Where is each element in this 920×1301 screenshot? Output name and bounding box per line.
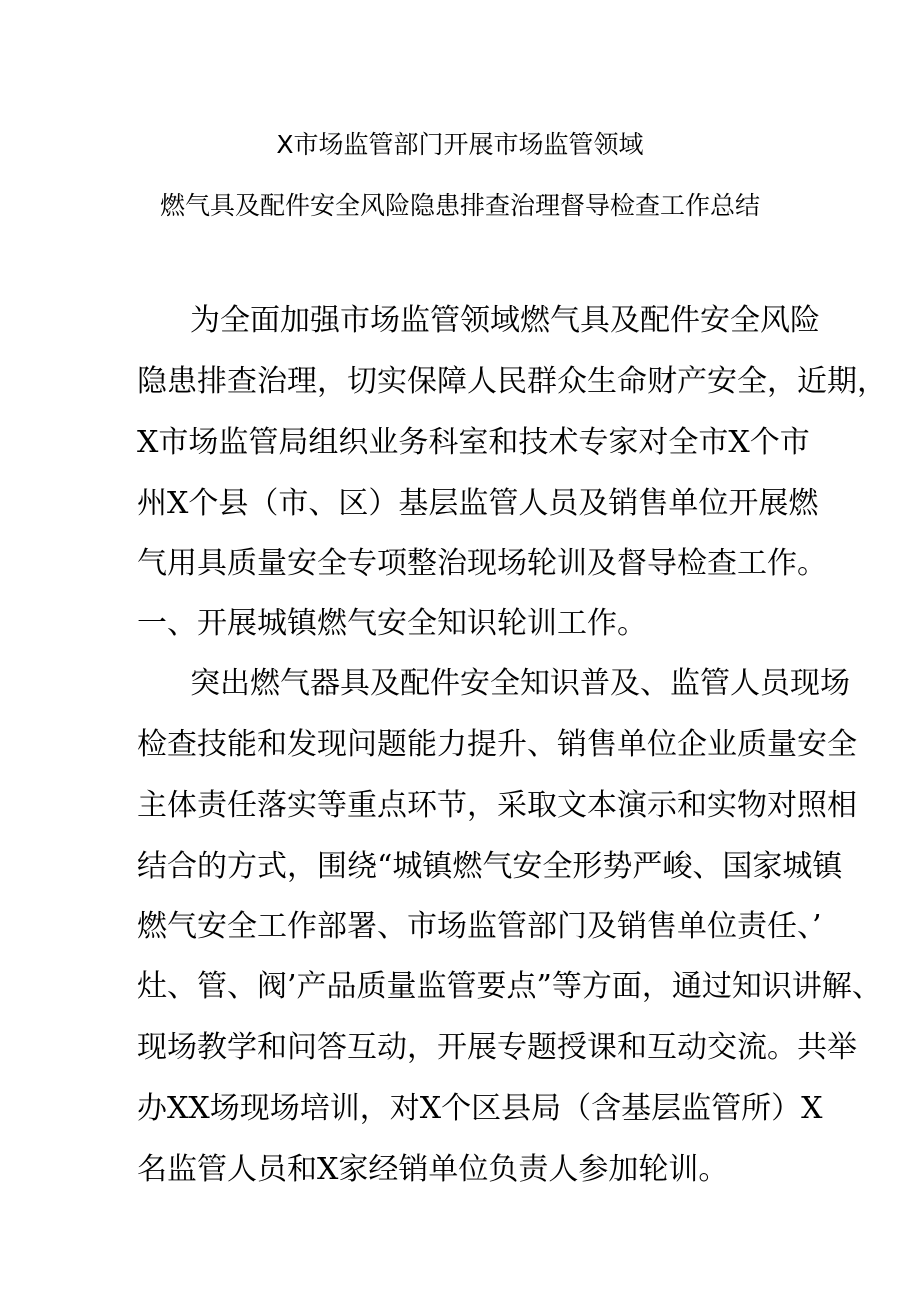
paragraph-2-line: 燃气安全工作部署、市场监管部门及销售单位责任、’: [137, 909, 822, 944]
document-title-line-2: 燃气具及配件安全风险隐患排查治理督导检查工作总结: [159, 191, 760, 220]
paragraph-2-line: 结合的方式，围绕“城镇燃气安全形势严峻、国家城镇: [137, 849, 843, 884]
paragraph-2-line: 灶、管、阀’产品质量监管要点”等方面，通过知识讲解、: [137, 969, 882, 1004]
paragraph-1-line: 气用具质量安全专项整治现场轮训及督导检查工作。: [137, 546, 827, 581]
document-title-line-1: X市场监管部门开展市场监管领域: [276, 130, 644, 159]
paragraph-1-line: 为全面加强市场监管领域燃气具及配件安全风险: [190, 303, 820, 338]
paragraph-2-line: 检查技能和发现问题能力提升、销售单位企业质量安全: [137, 727, 857, 762]
paragraph-2-line: 突出燃气器具及配件安全知识普及、监管人员现场: [190, 666, 850, 701]
paragraph-2-line: 名监管人员和X家经销单位负责人参加轮训。: [137, 1152, 729, 1187]
paragraph-1-line: 州X个县（市、区）基层监管人员及销售单位开展燃: [137, 486, 819, 521]
paragraph-1-line: X市场监管局组织业务科室和技术专家对全市X个市: [137, 425, 810, 460]
section-heading: 一、开展城镇燃气安全知识轮训工作。: [137, 606, 647, 641]
paragraph-2-line: 办XX场现场培训，对X个区县局（含基层监管所）X: [137, 1091, 823, 1126]
paragraph-2-line: 主体责任落实等重点环节，采取文本演示和实物对照相: [137, 788, 857, 823]
paragraph-2-line: 现场教学和问答互动，开展专题授课和互动交流。共举: [137, 1030, 857, 1065]
paragraph-1-line: 隐患排查治理，切实保障人民群众生命财产安全，近期，: [137, 364, 887, 399]
